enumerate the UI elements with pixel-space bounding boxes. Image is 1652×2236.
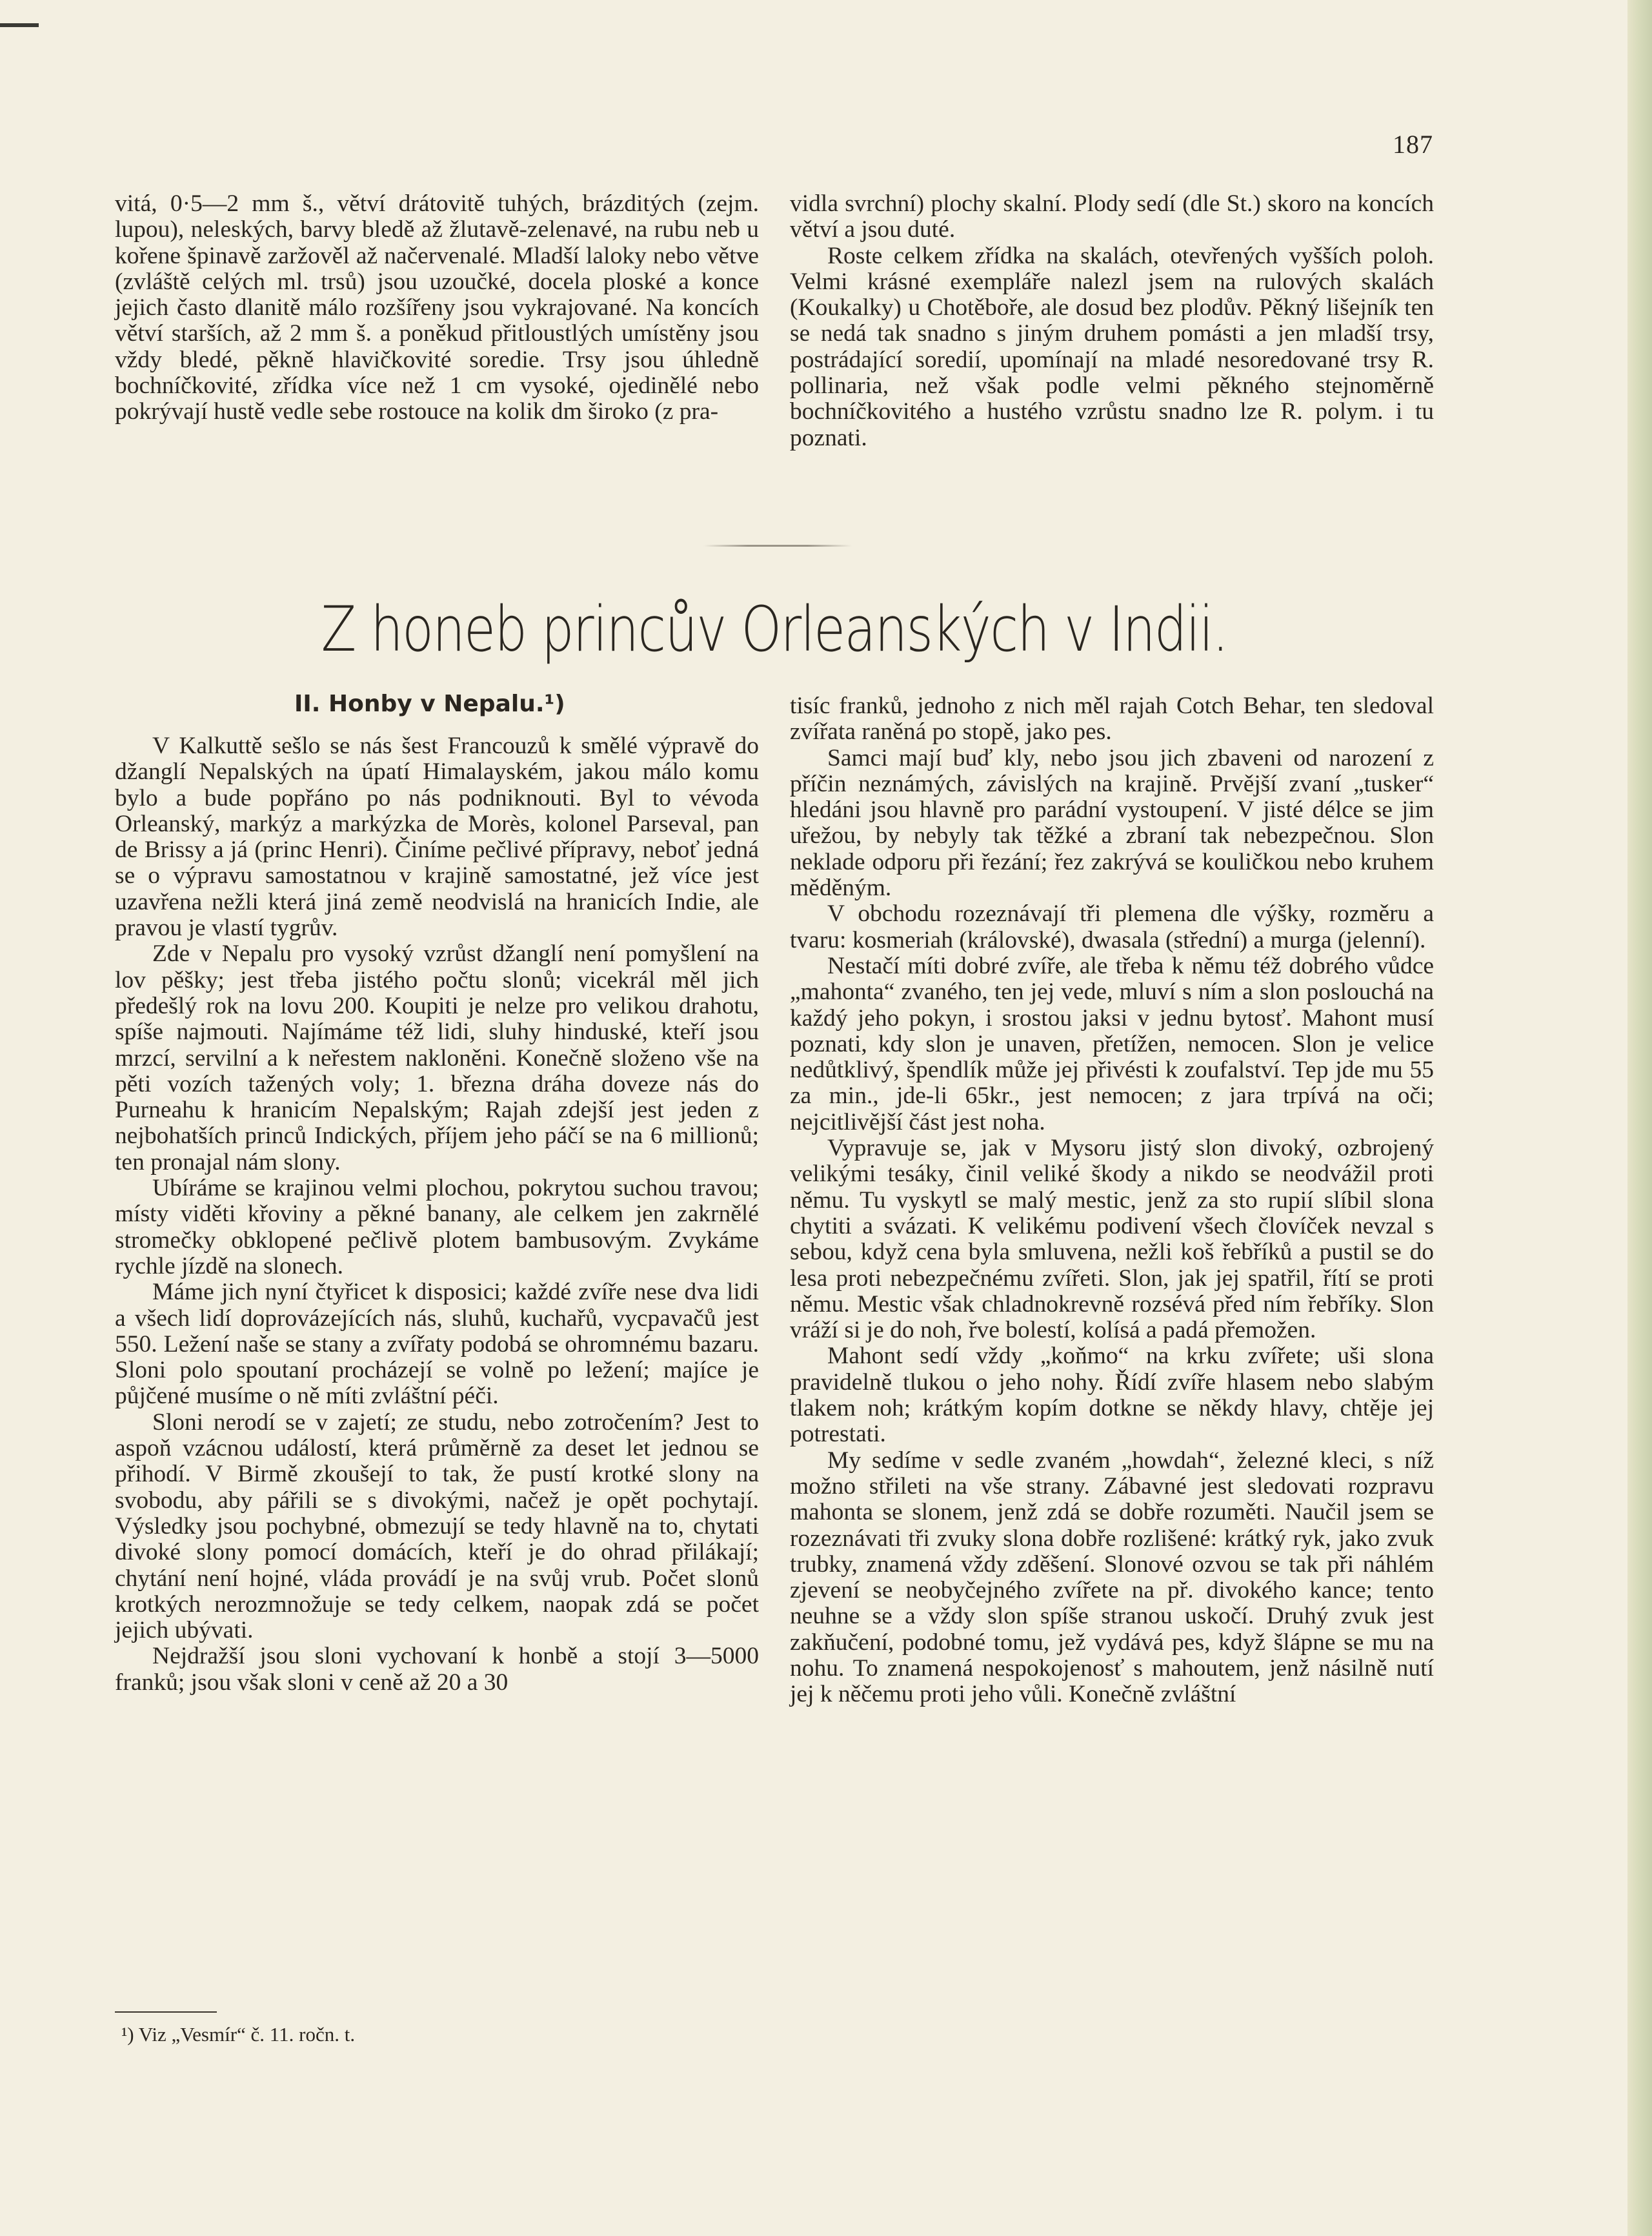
paragraph: Máme jich nyní čtyřicet k disposici; každé zvíře nese dva lidi a všech lidí doprovázejících nás, sluhů, kuchařů, vycpavačů jest 550. Ležení naše se stany a zvířaty podobá se ohromnému bazaru. Sloni polo spoutaní procházejí se volně po ležení; majíce je půjčené musíme o ně míti zvláštní péči.	[115, 1279, 759, 1410]
paragraph: My sedíme v sedle zvaném „howdah“, železné kleci, s níž možno střileti na vše strany. Zábavné jest sledovati rozpravu mahonta se slonem, jenž zdá se dobře rozuměti. Naučil jsem se rozeznávati tři zvuky slona dobře rozlišené: krátký ryk, jako zvuk trubky, znamená vždy zděšení. Slonové ozvou se tak při náhlém zjevení se neobyčejného zvířete na př. divokého kance; tento neuhne se a vždy slon spíše stranou uskočí. Druhý zvuk jest zakňučení, podobné tomu, jež vydává pes, když šlápne se mu na nohu. To znamená nespokojenosť s mahoutem, jenž násilně nutí jej k něčemu proti jeho vůli. Konečně zvláštní	[790, 1447, 1434, 1708]
section-heading: II. Honby v Nepalu.¹)	[294, 691, 565, 717]
section-divider	[703, 545, 852, 547]
paragraph: vitá, 0·5—2 mm š., větví drátovitě tuhých, brázditých (zejm. lupou), neleských, barvy bledě až žlutavě-zelenavé, na rubu neb u kořene špinavě zaržověl až načervenalé. Mladší laloky nebo větve (zvláště celých ml. trsů) jsou uzoučké, docela ploské a konce jejich často dlanitě málo rozšířeny jsou vykrajované. Na koncích větví starších, až 2 mm š. a poněkud přitloustlých umístěny jsou vždy bledé, pěkně hlavičkovité soredie. Trsy jsou úhledně bochníčkovité, zřídka více než 1 cm vysoké, ojedinělé nebo pokrývají hustě vedle sebe rostouce na kolik dm široko (z pra-	[115, 190, 759, 425]
paragraph: Ubíráme se krajinou velmi plochou, pokrytou suchou travou; místy viděti křoviny a pěkné banany, ale celkem jen zakrnělé stromečky obklopené pečlivě plotem bambusovým. Zvykáme rychle jízdě na slonech.	[115, 1175, 759, 1279]
paragraph: Nestačí míti dobré zvíře, ale třeba k němu též dobrého vůdce „mahonta“ zvaného, ten jej vede, mluví s ním a slon poslouchá na každý jeho pokyn, i srostou jaksi v jednu bytosť. Mahont musí poznati, kdy slon je unaven, přetížen, nemocen. Slon je velice nedůtklivý, špendlík může jej přivésti k zoufalství. Tep jde mu 55 za min., jde-li 65kr., jest nemocen; z jara trpívá na oči; nejcitlivější část jest noha.	[790, 952, 1434, 1135]
bottom-left-column	[115, 733, 759, 1696]
article-title: Z honeb princův Orleanských v Indii.	[321, 593, 1228, 666]
paragraph: tisíc franků, jednoho z nich měl rajah Cotch Behar, ten sledoval zvířata raněná po stopě, jako pes.	[790, 693, 1434, 746]
paragraph: Vypravuje se, jak v Mysoru jistý slon divoký, ozbrojený velikými tesáky, činil veliké škody a nikdo se neodvážil proti němu. Tu vyskytl se malý mestic, jenž za sto rupií slíbil slona chytiti a svázati. K velikému podivení všech človíček nevzal s sebou, když cena byla smluvena, nežli koš řebříků a pustil se do lesa proti nebezpečnému zvířeti. Slon, jak jej spatřil, řítí se proti němu. Mestic však chladnokrevně rozsévá před ním řebříky. Slon vráží si je do noh, řve bolestí, kolísá a padá přemožen.	[790, 1135, 1434, 1344]
page-number: 187	[1393, 130, 1433, 159]
footnote: ¹) Viz „Vesmír“ č. 11. ročn. t.	[121, 2023, 356, 2046]
paragraph: Samci mají buď kly, nebo jsou jich zbaveni od narození z příčin neznámých, závislých na krajině. Prvější zvaní „tusker“ hledáni jsou hlavně pro parádní vystoupení. V jisté délce se jim uřežou, by nebyly tak těžké a zbraní tak nebezpečnou. Slon neklade odporu při řezání; řez zakrývá se kouličkou nebo kruhem měděným.	[790, 744, 1434, 902]
bottom-right-column	[790, 693, 1434, 1708]
top-left-column	[115, 191, 759, 425]
paragraph: V obchodu rozeznávají tři plemena dle výšky, rozměru a tvaru: kosmeriah (královské), dwasala (střední) a murga (jelenní).	[790, 900, 1434, 953]
paragraph: V Kalkuttě sešlo se nás šest Francouzů k smělé výpravě do džanglí Nepalských na úpatí Himalayském, jakou málo komu bylo a bude popřáno po nás podniknouti. Byl to vévoda Orleanský, markýz a markýzka de Morès, kolonel Parseval, pan de Brissy a já (princ Henri). Činíme pečlivé přípravy, neboť jedná se o výpravu samostatnou v krajině samostatné, jež více jest uzavřena nežli která jiná země neodvislá na hranicích Indie, ale pravou je vlastí tygrův.	[115, 733, 759, 942]
paragraph: Roste celkem zřídka na skalách, otevřených vyšších poloh. Velmi krásné exempláře nalezl jsem na rulových skalách (Koukalky) u Chotěboře, ale dosud bez plodův. Pěkný lišejník ten se nedá tak snadno s jiným druhem pomásti a jen mladší trsy, postrádající soredií, upomínají na mladé nesoredované trsy R. pollinaria, než však podle velmi pěkného stejnoměrně bochníčkovitého a hustého vzrůstu snadno lze R. polym. i tu poznati.	[790, 242, 1434, 451]
page-edge	[1627, 0, 1652, 2236]
paragraph: vidla svrchní) plochy skalní. Plody sedí (dle St.) skoro na koncích větví a jsou duté.	[790, 190, 1434, 243]
scan-mark	[0, 23, 39, 27]
paragraph: Zde v Nepalu pro vysoký vzrůst džanglí není pomyšlení na lov pěšky; jest třeba jistého počtu slonů; vicekrál měl jich předešlý rok na lovu 200. Koupiti je nelze pro velikou drahotu, spíše najmouti. Najímáme též lidi, sluhy hinduské, kteří jsou mrzcí, servilní a k neřestem nakloněni. Konečně složeno vše na pěti vozích tažených voly; 1. března dráha doveze nás do Purneahu k hranicím Nepalským; Rajah zdejší jest jeden z nejbohatších princů Indických, příjem jeho páčí se na 6 millionů; ten pronajal nám slony.	[115, 940, 759, 1175]
paragraph: Nejdražší jsou sloni vychovaní k honbě a stojí 3—5000 franků; jsou však sloni v ceně až 20 a 30	[115, 1643, 759, 1696]
top-right-column	[790, 191, 1434, 451]
footnote-rule	[115, 2011, 217, 2013]
paragraph: Sloni nerodí se v zajetí; ze studu, nebo zotročením? Jest to aspoň vzácnou událostí, která průměrně za deset let jednou se přihodí. V Birmě zkoušejí to tak, že pustí krotké slony na svobodu, aby pářili se s divokými, načež je opět pochytají. Výsledky jsou pochybné, obmezují se tedy hlavně na to, chytati divoké slony pomocí domácích, kteří je do ohrad přilákají; chytání není hojné, vláda provádí je na svůj vrub. Počet slonů krotkých nerozmnožuje se tedy celkem, naopak zdá se počet jejich ubývati.	[115, 1408, 759, 1644]
paragraph: Mahont sedí vždy „koňmo“ na krku zvířete; uši slona pravidelně tlukou o jeho nohy. Řídí zvíře hlasem nebo slabým tlakem noh; krátkým kopím dotkne se někdy hlavy, chtěje jej potrestati.	[790, 1343, 1434, 1448]
